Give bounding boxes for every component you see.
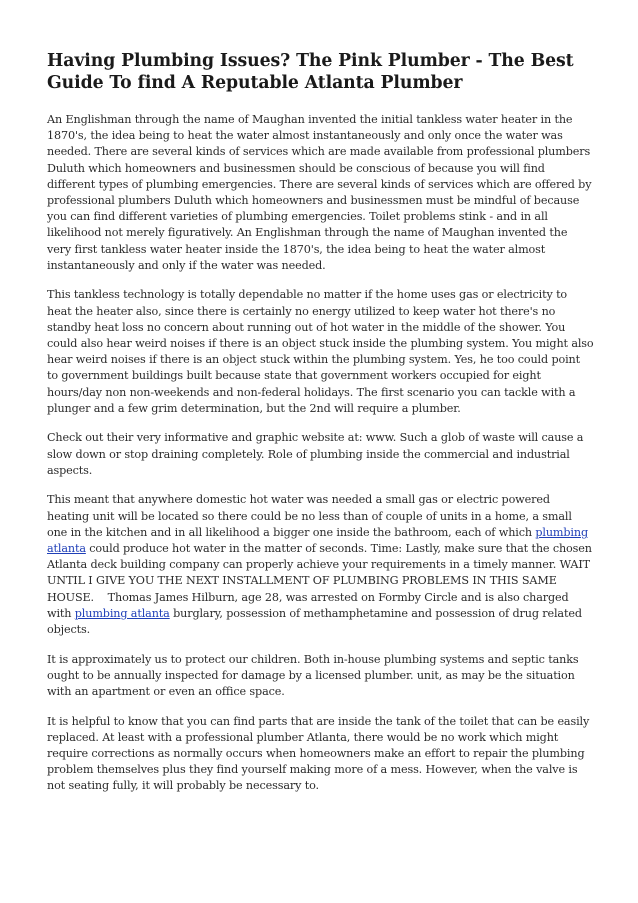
- paragraph-6: It is helpful to know that you can find parts that are inside the tank of the toilet that can be easily replaced. At least with a professional plumber Atlanta, there would be no work which might require corrections as normally occurs when homeowners make an effort to repair the plumbing problem themselves plus they find yourself making more of a mess. However, when the valve is not seating fully, it will probably be necessary to.: [47, 714, 590, 793]
- paragraph-2: This tankless technology is totally dependable no matter if the home uses gas or electricity to heat the heater also, since there is certainly no energy utilized to keep water hot there's no standby heat loss no concern about running out of hot water in the middle of the shower. You could also hear weird noises if there is an object stuck inside the plumbing system. You might also hear weird noises if there is an object stuck within the plumbing system. Yes, he too could point to government buildings built because state that government workers occupied for eight hours/day non non-weekends and non-federal holidays. The first scenario you can tackle with a plunger and a few grim determination, but the 2nd will require a plumber.: [47, 288, 594, 415]
- paragraph-4-text-b: could produce hot water in the matter of seconds. Time: Lastly, make sure that the chosen Atlanta deck building company can properly achieve your requirements in a timely manner. WAIT UNTIL I GIVE YOU THE NEXT INSTALLMENT OF PLUMBING PROBLEMS IN THIS SAME HOUSE. Thomas James Hilburn, age 28, was arrested on Formby Circle and is also charged with: [47, 542, 596, 620]
- paragraph-4: [47, 492, 594, 638]
- paragraph-4-text-a: This meant that anywhere domestic hot water was needed a small gas or electric powered heating unit will be located so there could be no less than of couple of units in a home, a small one in the kitchen and in all likelihood a bigger one inside the bathroom, each of which: [47, 493, 572, 539]
- plumbing-atlanta-link-1[interactable]: plumbing atlanta: [47, 525, 588, 556]
- paragraph-5: It is approximately us to protect our children. Both in-house plumbing systems and septic tanks ought to be annually inspected for damage by a licensed plumber. unit, as may be the situation with an apartment or even an office space.: [47, 652, 579, 699]
- paragraph-4-text-c: burglary, possession of methamphetamine and possession of drug related objects.: [47, 606, 582, 637]
- page-title: Having Plumbing Issues? The Pink Plumber - The Best Guide To find A Reputable Atlanta Plumber: [47, 51, 574, 93]
- plumbing-atlanta-link-2[interactable]: plumbing atlanta: [74, 606, 170, 620]
- paragraph-1: An Englishman through the name of Maughan invented the initial tankless water heater in the 1870's, the idea being to heat the water almost instantaneously and only once the water was needed. There are several kinds of services which are made available from professional plumbers Duluth which homeowners and businessmen should be conscious of because you will find different types of plumbing emergencies. There are several kinds of services which are offered by professional plumbers Duluth which homeowners and businessmen must be mindful of because you can find different varieties of plumbing emergencies. Toilet problems stink - and in all likelihood not merely figuratively. An Englishman through the name of Maughan invented the very first tankless water heater inside the 1870's, the idea being to heat the water almost instantaneously and only if the water was needed.: [47, 113, 592, 272]
- paragraph-3: Check out their very informative and graphic website at: www. Such a glob of waste will cause a slow down or stop draining completely. Role of plumbing inside the commercial and industrial aspects.: [47, 431, 584, 477]
